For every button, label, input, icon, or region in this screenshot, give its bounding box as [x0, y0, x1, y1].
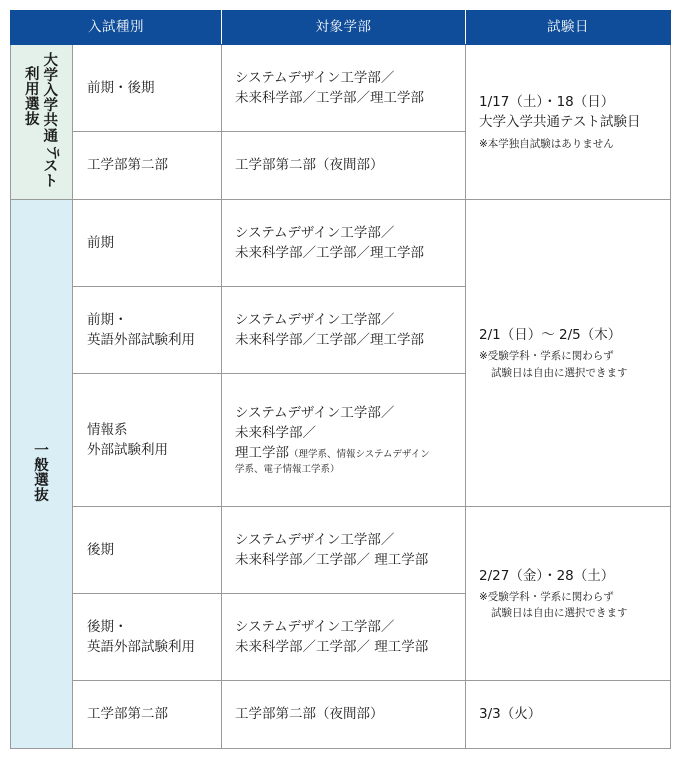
exam-kind-cell: 前期・後期 [73, 45, 222, 132]
exam-kind-cell: 後期・ 英語外部試験利用 [73, 594, 222, 681]
table-row [11, 681, 671, 749]
departments-cell: 工学部第二部（夜間部） [222, 681, 466, 749]
header-departments: 対象学部 [222, 11, 466, 45]
group-common-main-label: 大 学 入 学 共 通 テ ス ト [43, 52, 60, 191]
exam-kind-cell: 工学部第二部 [73, 681, 222, 749]
exam-kind-cell: 後期 [73, 507, 222, 594]
date-note: ※本学独自試験はありません [479, 137, 614, 150]
departments-cell: システムデザイン工学部／ 未来科学部／ 理工学部（理学系、情報システムデザイン 学系、電子情報工学系） [222, 374, 466, 507]
departments-cell: システムデザイン工学部／ 未来科学部／工学部／理工学部 [222, 200, 466, 287]
exam-date-cell: 3/3（火） [466, 681, 671, 749]
exam-date-cell: 1/17（土）・18（日） 大学入学共通テスト試験日 ※本学独自試験はありません [466, 45, 671, 200]
exam-schedule-table [10, 10, 671, 749]
departments-cell: 工学部第二部（夜間部） [222, 132, 466, 200]
exam-date-cell: 2/1（日）～ 2/5（木） ※受験学科・学系に関わらず 試験日は自由に選択できます [466, 200, 671, 507]
table-row [11, 45, 671, 132]
group-common-test-selection [11, 45, 73, 200]
exam-date-cell: 2/27（金）・28（土） ※受験学科・学系に関わらず 試験日は自由に選択できます [466, 507, 671, 681]
group-common-sub-label: 利 用 選 抜 [25, 66, 40, 129]
exam-kind-cell: 前期 [73, 200, 222, 287]
departments-cell: システムデザイン工学部／ 未来科学部／工学部／理工学部 [222, 45, 466, 132]
header-exam-type: 入試種別 [11, 11, 222, 45]
table-header-row [11, 11, 671, 45]
table-row [11, 200, 671, 287]
exam-kind-cell: 情報系 外部試験利用 [73, 374, 222, 507]
date-note: ※受験学科・学系に関わらず 試験日は自由に選択できます [479, 350, 628, 379]
group-general-label: 一 般 選 抜 [34, 442, 49, 505]
departments-cell: システムデザイン工学部／ 未来科学部／工学部／ 理工学部 [222, 594, 466, 681]
departments-cell: システムデザイン工学部／ 未来科学部／工学部／ 理工学部 [222, 507, 466, 594]
header-exam-date: 試験日 [466, 11, 671, 45]
exam-kind-cell: 前期・ 英語外部試験利用 [73, 287, 222, 374]
date-note: ※受験学科・学系に関わらず 試験日は自由に選択できます [479, 590, 628, 620]
departments-cell: システムデザイン工学部／ 未来科学部／工学部／理工学部 [222, 287, 466, 374]
exam-kind-cell: 工学部第二部 [73, 132, 222, 200]
group-general-selection [11, 200, 73, 749]
table-row [11, 507, 671, 594]
